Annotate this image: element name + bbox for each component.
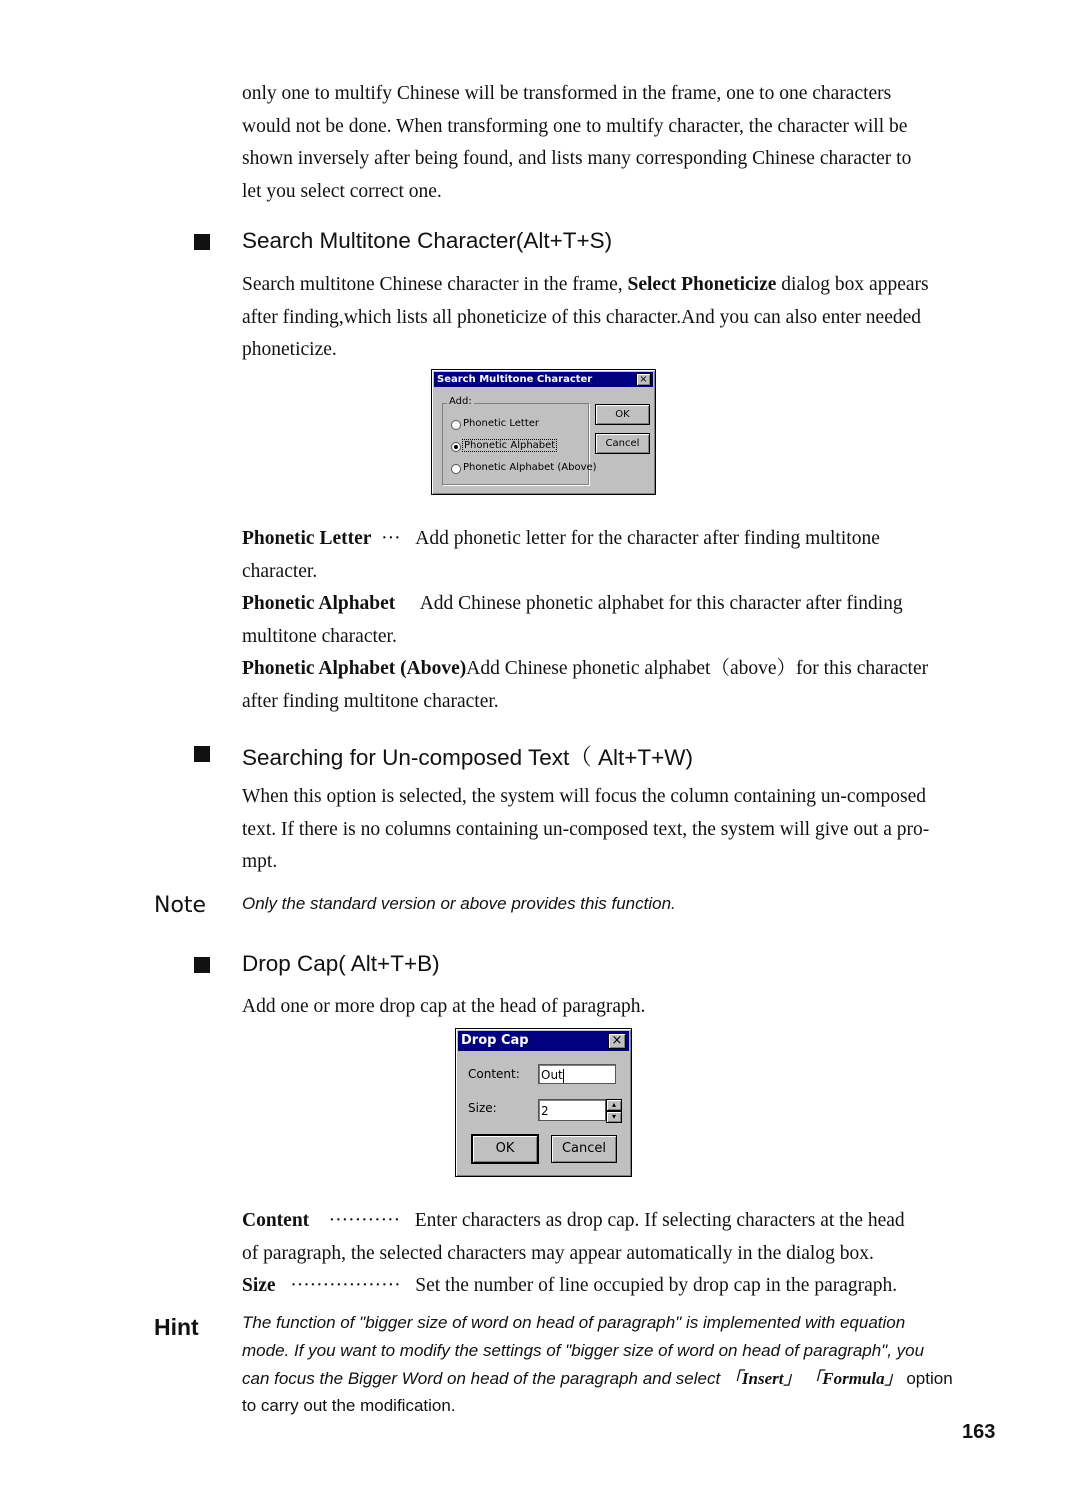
spin-down-icon[interactable]: ▾: [606, 1111, 622, 1123]
note-label: Note: [154, 893, 207, 918]
option-label[interactable]: Phonetic Letter: [463, 418, 540, 429]
content-label: Content:: [468, 1067, 520, 1081]
radio-phonetic-letter[interactable]: [451, 420, 461, 430]
intro-line: shown inversely after being found, and lists many corresponding Chinese character to: [242, 148, 912, 170]
dropcap-paragraph: [242, 991, 998, 1024]
ok-button[interactable]: OK: [472, 1135, 538, 1163]
ok-button[interactable]: OK: [595, 404, 650, 425]
term-phonetic-alphabet-above: Phonetic Alphabet (Above): [242, 658, 467, 680]
section-bullet-icon: [194, 234, 210, 250]
intro-paragraph: [242, 78, 998, 208]
uncomposed-line: mpt.: [242, 851, 278, 873]
option-label-selected[interactable]: Phonetic Alphabet: [464, 440, 556, 451]
text-run: dialog box appears: [776, 274, 929, 295]
hint-line: The function of "bigger size of word on head of paragraph" is implemented with equation: [242, 1313, 906, 1332]
desc-line: [242, 1270, 998, 1303]
text-run: Search multitone Chinese character in the frame,: [242, 274, 628, 295]
intro-line: only one to multify Chinese will be transformed in the frame, one to one characters: [242, 83, 892, 104]
uncomposed-line: text. If there is no columns containing un-composed text, the system will give out a pro-: [242, 818, 930, 840]
dots-separator: ·················: [290, 1275, 401, 1297]
multitone-line: phoneticize.: [242, 339, 337, 361]
search-multitone-dialog: [431, 369, 656, 495]
multitone-paragraph: [242, 269, 998, 367]
section-title-dropcap: Drop Cap( Alt+T+B): [242, 951, 440, 976]
text-run: Add Chinese phonetic alphabet for this character after finding: [419, 593, 903, 615]
dialog-title: Search Multitone Character: [437, 374, 593, 385]
desc-line: multitone character.: [242, 625, 397, 647]
section-title-uncomposed: Searching for Un-composed Text（ Alt+T+W): [242, 745, 694, 770]
close-icon[interactable]: ×: [608, 1033, 626, 1049]
multitone-line: [242, 269, 998, 302]
uncomposed-paragraph: [242, 781, 998, 879]
bold-term: Select Phoneticize: [627, 274, 777, 295]
term-phonetic-letter: Phonetic Letter: [242, 528, 372, 549]
term-size: Size: [242, 1275, 276, 1297]
option-label[interactable]: Phonetic Alphabet (Above): [463, 462, 597, 473]
multitone-line: after finding,which lists all phoneticize of this character.And you can also enter needed: [242, 306, 922, 328]
note-text: Only the standard version or above provides this function.: [242, 894, 676, 913]
formula-term: 「Formula」: [805, 1368, 902, 1388]
text-run: Set the number of line occupied by drop cap in the paragraph.: [415, 1275, 898, 1297]
desc-line: [242, 1205, 998, 1238]
desc-line: character.: [242, 560, 318, 582]
desc-line: [242, 523, 998, 556]
size-input[interactable]: [538, 1099, 606, 1121]
section-bullet-icon: [194, 957, 210, 973]
desc-line: after finding multitone character.: [242, 690, 499, 712]
desc-line: [242, 588, 998, 621]
desc-line: [242, 653, 998, 686]
hint-line: [242, 1365, 998, 1393]
group-label: Add:: [449, 396, 472, 407]
insert-term: 「Insert」: [724, 1368, 801, 1388]
desc-line: of paragraph, the selected characters may appear automatically in the dialog box.: [242, 1242, 874, 1264]
page-number: 163: [962, 1421, 996, 1443]
spin-up-icon[interactable]: ▴: [606, 1099, 622, 1111]
cancel-button[interactable]: Cancel: [551, 1135, 617, 1163]
text-run: Enter characters as drop cap. If selecting characters at the head: [414, 1210, 905, 1231]
intro-line: let you select correct one.: [242, 180, 442, 202]
dots-separator: ···········: [328, 1210, 401, 1231]
options-description: [242, 523, 998, 719]
hint-line: to carry out the modification.: [242, 1396, 456, 1416]
hint-text: [242, 1309, 998, 1420]
dropcap-description: [242, 1205, 998, 1303]
dropcap-line: Add one or more drop cap at the head of paragraph.: [242, 996, 646, 1017]
term-phonetic-alphabet: Phonetic Alphabet: [242, 593, 396, 615]
radio-phonetic-alphabet-above[interactable]: [451, 464, 461, 474]
section-bullet-icon: [194, 746, 210, 762]
radio-phonetic-alphabet[interactable]: [451, 442, 461, 452]
text-run: Add Chinese phonetic alphabet（above）for this character: [466, 658, 929, 680]
close-icon[interactable]: ×: [636, 373, 651, 386]
size-value: 2: [541, 1104, 549, 1118]
content-value: Out: [541, 1068, 563, 1082]
dots-separator: ···: [381, 528, 401, 549]
text-run: Add phonetic letter for the character after finding multitone: [415, 528, 880, 549]
size-label: Size:: [468, 1101, 497, 1115]
hint-line: mode. If you want to modify the settings of "bigger size of word on head of paragraph", you: [242, 1340, 925, 1360]
uncomposed-line: When this option is selected, the system will focus the column containing un-composed: [242, 786, 926, 807]
text-run: option: [901, 1368, 953, 1388]
intro-line: would not be done. When transforming one to multify character, the character will be: [242, 115, 908, 137]
content-input[interactable]: [538, 1064, 616, 1084]
text-cursor: [563, 1069, 564, 1083]
hint-label: Hint: [154, 1314, 199, 1340]
term-content: Content: [242, 1210, 310, 1231]
dialog-titlebar: [434, 372, 653, 387]
section-title-multitone: Search Multitone Character(Alt+T+S): [242, 228, 613, 253]
text-run: can focus the Bigger Word on head of the paragraph and select: [242, 1368, 725, 1388]
drop-cap-dialog: [455, 1028, 632, 1177]
dialog-title: Drop Cap: [461, 1033, 529, 1048]
cancel-button[interactable]: Cancel: [595, 433, 650, 454]
dialog-titlebar: [458, 1031, 629, 1051]
